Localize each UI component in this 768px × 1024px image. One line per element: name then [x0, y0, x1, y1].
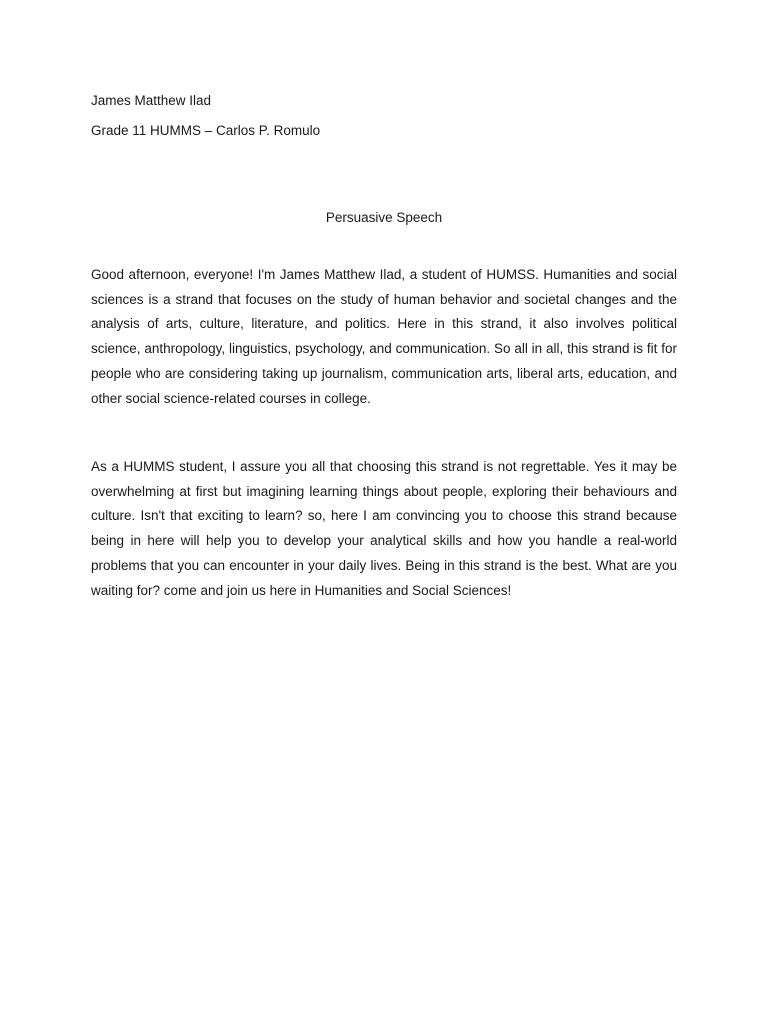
paragraph-intro: Good afternoon, everyone! I'm James Matthew Ilad, a student of HUMSS. Humanities and social sciences is a strand that focuses on the study of human behavior and societal changes and the analysis of arts, culture, literature, and politics. Here in this strand, it also involves political science, anthropology, linguistics, psychology, and communication. So all in all, this strand is fit for people who are considering taking up journalism, communication arts, liberal arts, education, and other social science-related courses in college.	[91, 267, 677, 406]
document-title: Persuasive Speech	[325, 210, 443, 225]
author-name: James Matthew Ilad	[91, 93, 212, 108]
grade-section-line: Grade 11 HUMMS – Carlos P. Romulo	[91, 123, 321, 138]
paragraph-persuasion: As a HUMMS student, I assure you all that choosing this strand is not regrettable. Yes it may be overwhelming at first but imagining learning things about people, exploring their behaviours and culture. Isn't that exciting to learn? so, here I am convincing you to choose this strand because being in here will help you to develop your analytical skills and how you handle a real-world problems that you can encounter in your daily lives. Being in this strand is the best. What are you waiting for? come and join us here in Humanities and Social Sciences!	[91, 459, 677, 598]
